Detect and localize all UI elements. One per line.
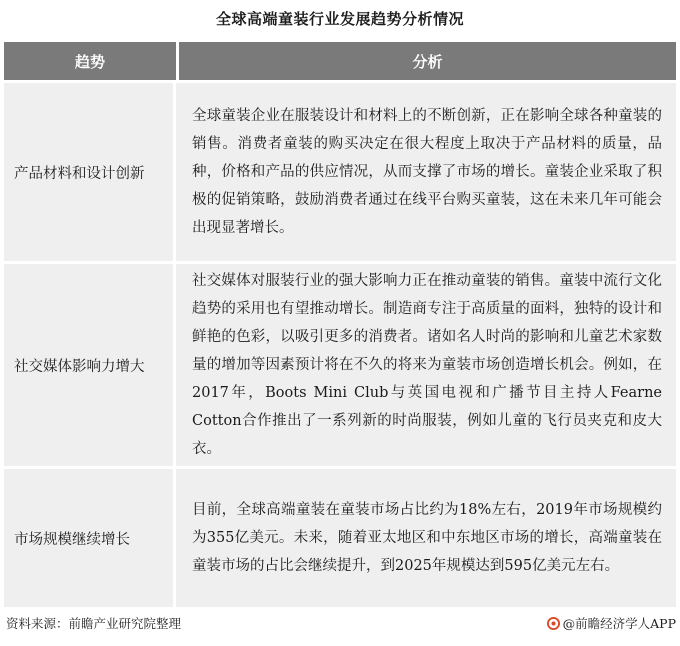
brand-credit bbox=[547, 614, 676, 632]
analysis-cell: 社交媒体对服装行业的强大影响力正在推动童装的销售。童装中流行文化趋势的采用也有望推动增长。制造商专注于高质量的面料，独特的设计和鲜艳的色彩，以吸引更多的消费者。诸如名人时尚的影响和儿童艺术家数量的增加等因素预计将在不久的将来为童装市场创造增长机会。例如，在2017年，Boots Mini Club与英国电视和广播节目主持人Fearne Cotton合作推出了一系列新的时尚服装，例如儿童的飞行员夹克和皮大衣。 bbox=[176, 264, 676, 466]
analysis-cell: 目前，全球高端童装在童装市场占比约为18%左右，2019年市场规模约为355亿美元。未来，随着亚太地区和中东地区市场的增长，高端童装在童装市场的占比会继续提升，到2025年规模达到595亿美元左右。 bbox=[176, 469, 676, 607]
source-note: 资料来源：前瞻产业研究院整理 bbox=[6, 616, 182, 631]
trend-cell: 产品材料和设计创新 bbox=[4, 83, 176, 261]
brand-logo-icon bbox=[547, 617, 560, 630]
table-row bbox=[4, 466, 676, 607]
trend-table bbox=[4, 42, 676, 607]
table-row bbox=[4, 261, 676, 466]
footer bbox=[0, 614, 680, 634]
page-title: 全球高端童装行业发展趋势分析情况 bbox=[215, 10, 464, 28]
analysis-cell: 全球童装企业在服装设计和材料上的不断创新，正在影响全球各种童装的销售。消费者童装的购买决定在很大程度上取决于产品材料的质量，品种，价格和产品的供应情况，从而支撑了市场的增长。童装企业采取了积极的促销策略，鼓励消费者通过在线平台购买童装，这在未来几年可能会出现显著增长。 bbox=[176, 83, 676, 261]
brand-text: @前瞻经济学人APP bbox=[562, 616, 676, 631]
trend-cell: 市场规模继续增长 bbox=[4, 469, 176, 607]
table-row bbox=[4, 80, 676, 261]
table-header bbox=[4, 42, 676, 80]
trend-cell: 社交媒体影响力增大 bbox=[4, 264, 176, 466]
header-trend: 趋势 bbox=[4, 42, 179, 80]
header-analysis: 分析 bbox=[412, 52, 443, 71]
